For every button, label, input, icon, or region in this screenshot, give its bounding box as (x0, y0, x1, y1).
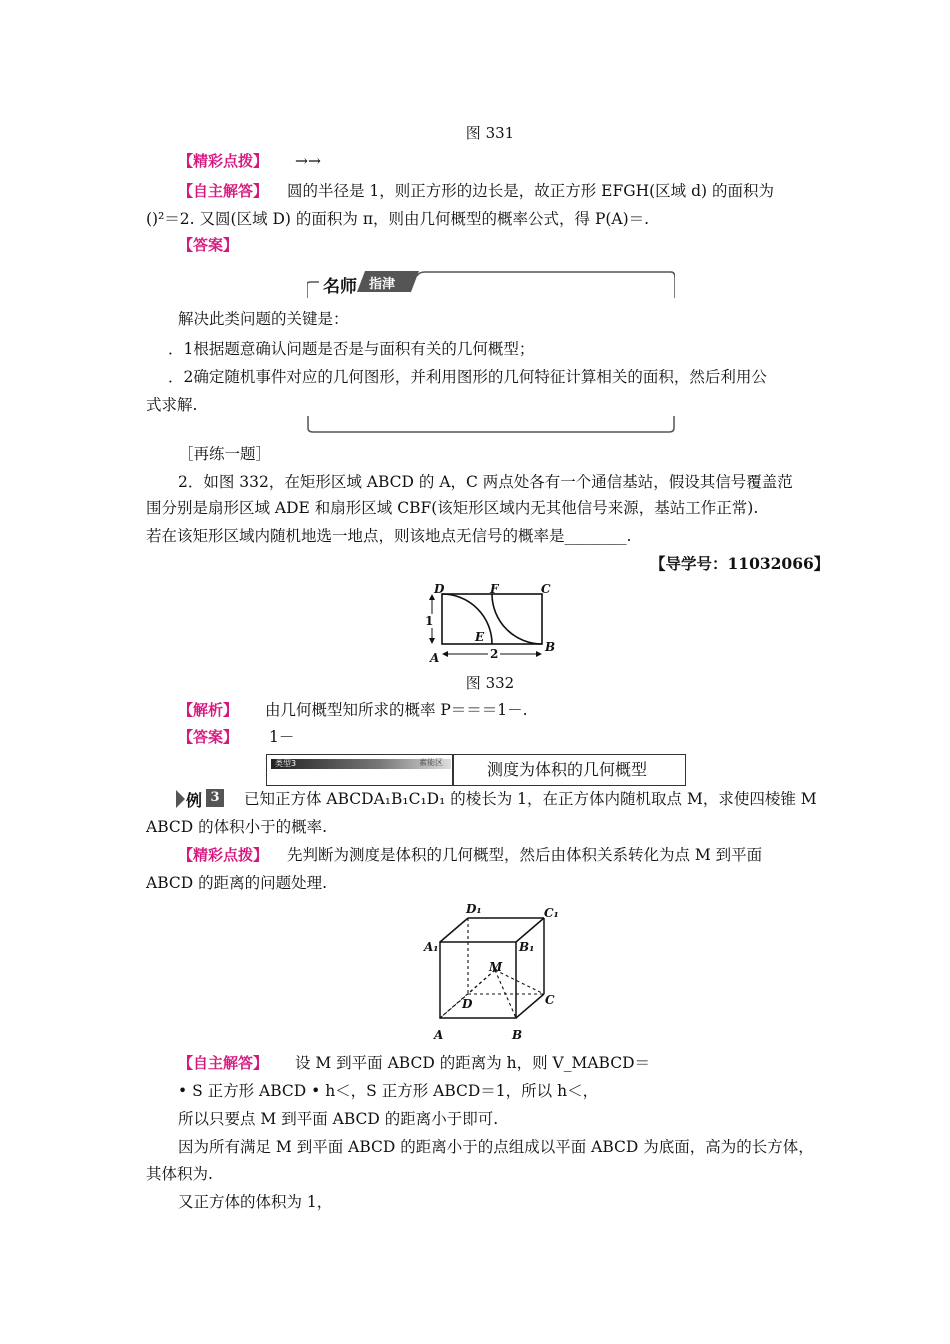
type3-badge-right: 素能区 (419, 758, 443, 767)
example-number: 3 (206, 789, 224, 807)
zzjd-row (178, 180, 774, 202)
example-arrow-icon (176, 790, 185, 808)
mszj-header (307, 270, 675, 298)
tag-jx: 【解析】 (178, 701, 239, 719)
fig332-label-D: D (434, 582, 445, 596)
mszj-title-b: 指津 (369, 277, 396, 292)
tag-jcdb-2: 【精彩点拨】 (178, 846, 269, 864)
fig331-caption: 图 331 (465, 124, 515, 142)
fig332-label-1: 1 (425, 614, 434, 628)
jcdb-row (178, 150, 321, 172)
practice-q-line1: 2．如图 332，在矩形区域 ABCD 的 A，C 两点处各有一个通信基站，假设其信号覆盖范 (178, 473, 793, 491)
mszj-line3-row (168, 366, 767, 388)
tag-answer-1: 【答案】 (178, 236, 239, 254)
cube-label-B1: B₁ (519, 940, 535, 954)
type3-divider (452, 755, 454, 785)
ex3-line2: ABCD 的体积小于的概率. (146, 818, 328, 836)
mszj-mark1: ． (168, 340, 184, 358)
ex3-zzjd-line3: 所以只要点 M 到平面 ABCD 的距离小于即可. (178, 1110, 499, 1128)
fig332-label-A: A (430, 651, 440, 665)
fig332-label-B: B (545, 640, 556, 654)
mszj-line3: 2确定随机事件对应的几何图形，并利用图形的几何特征计算相关的面积，然后利用公 (183, 368, 767, 386)
zzjd-line2: ()²＝2. 又圆(区域 D) 的面积为 π，则由几何概型的概率公式，得 P(A)＝. (146, 210, 650, 228)
fig332-label-F: F (490, 582, 499, 596)
cube-label-D1: D₁ (466, 902, 482, 916)
cube-label-C1: C₁ (544, 906, 559, 920)
ex3-jcdb-row (178, 844, 762, 866)
mszj-line2-row (168, 338, 534, 360)
type3-banner (266, 754, 686, 786)
ex3-line1: 已知正方体 ABCDA₁B₁C₁D₁ 的棱长为 1，在正方体内随机取点 M，求使四棱锥 M (244, 790, 817, 808)
tag-zzjd: 【自主解答】 (178, 182, 269, 200)
jx-text: 由几何概型知所求的概率 P＝＝＝1－. (264, 701, 528, 719)
type3-title: 测度为体积的几何概型 (487, 760, 648, 779)
arrows: →→ (294, 152, 321, 170)
tag-jcdb: 【精彩点拨】 (178, 152, 269, 170)
mszj-mark2: ． (168, 368, 184, 386)
practice-q-line3: 若在该矩形区域内随机地选一地点，则该地点无信号的概率是________. (146, 527, 632, 545)
fig332-label-E: E (475, 630, 485, 644)
mszj-title-a: 名师 (323, 277, 357, 297)
example-label: 例 (186, 791, 203, 810)
jx-row (178, 699, 528, 721)
mszj-bottom-frame (307, 416, 675, 434)
fig332-label-2: 2 (490, 647, 499, 661)
ex3-zzjd-row (178, 1052, 650, 1074)
cube-label-D: D (462, 997, 473, 1011)
mszj-header-frame (307, 270, 675, 300)
cube-label-M: M (489, 960, 503, 974)
example-badge (176, 788, 230, 808)
practice-heading: ［再练一题］ (178, 445, 272, 463)
cube-label-B: B (512, 1028, 523, 1042)
practice-q-line2: 围分别是扇形区域 ADE 和扇形区域 CBF(该矩形区域内无其他信号来源，基站工作正常). (146, 499, 759, 517)
tag-answer-2: 【答案】 (178, 728, 239, 746)
zzjd-line1: 圆的半径是 1，则正方形的边长是，故正方形 EFGH(区域 d) 的面积为 (286, 182, 775, 200)
type3-badge: 类型3 (275, 759, 297, 768)
answer-text-2: 1－ (268, 728, 295, 746)
mszj-line1: 解决此类问题的关键是： (178, 310, 349, 328)
ex3-jcdb-line2: ABCD 的距离的问题处理. (146, 874, 328, 892)
cube-label-A: A (434, 1028, 444, 1042)
ex3-zzjd-line4: 因为所有满足 M 到平面 ABCD 的距离小于的点组成以平面 ABCD 为底面，高为的长方体， (178, 1138, 814, 1156)
ex3-zzjd-line5: 其体积为. (146, 1165, 213, 1183)
mszj-line2: 1根据题意确认问题是否是与面积有关的几何概型； (183, 340, 535, 358)
guide-number: 【导学号：11032066】 (650, 554, 830, 573)
cube-label-A1: A₁ (424, 940, 439, 954)
answer-row-2 (178, 726, 294, 748)
ex3-zzjd-line1: 设 M 到平面 ABCD 的距离为 h，则 V_MABCD＝ (294, 1054, 651, 1072)
cube-label-C: C (545, 993, 555, 1007)
fig332-caption: 图 332 (465, 674, 515, 692)
tag-zzjd-2: 【自主解答】 (178, 1054, 269, 1072)
answer-row-1 (178, 234, 238, 256)
ex3-zzjd-line6: 又正方体的体积为 1， (178, 1193, 333, 1211)
ex3-zzjd-line2: • S 正方形 ABCD • h＜，S 正方形 ABCD＝1，所以 h＜， (178, 1082, 599, 1100)
ex3-jcdb-line1: 先判断为测度是体积的几何概型，然后由体积关系转化为点 M 到平面 (286, 846, 763, 864)
fig332-label-C: C (541, 582, 551, 596)
mszj-line4: 式求解. (146, 396, 198, 414)
